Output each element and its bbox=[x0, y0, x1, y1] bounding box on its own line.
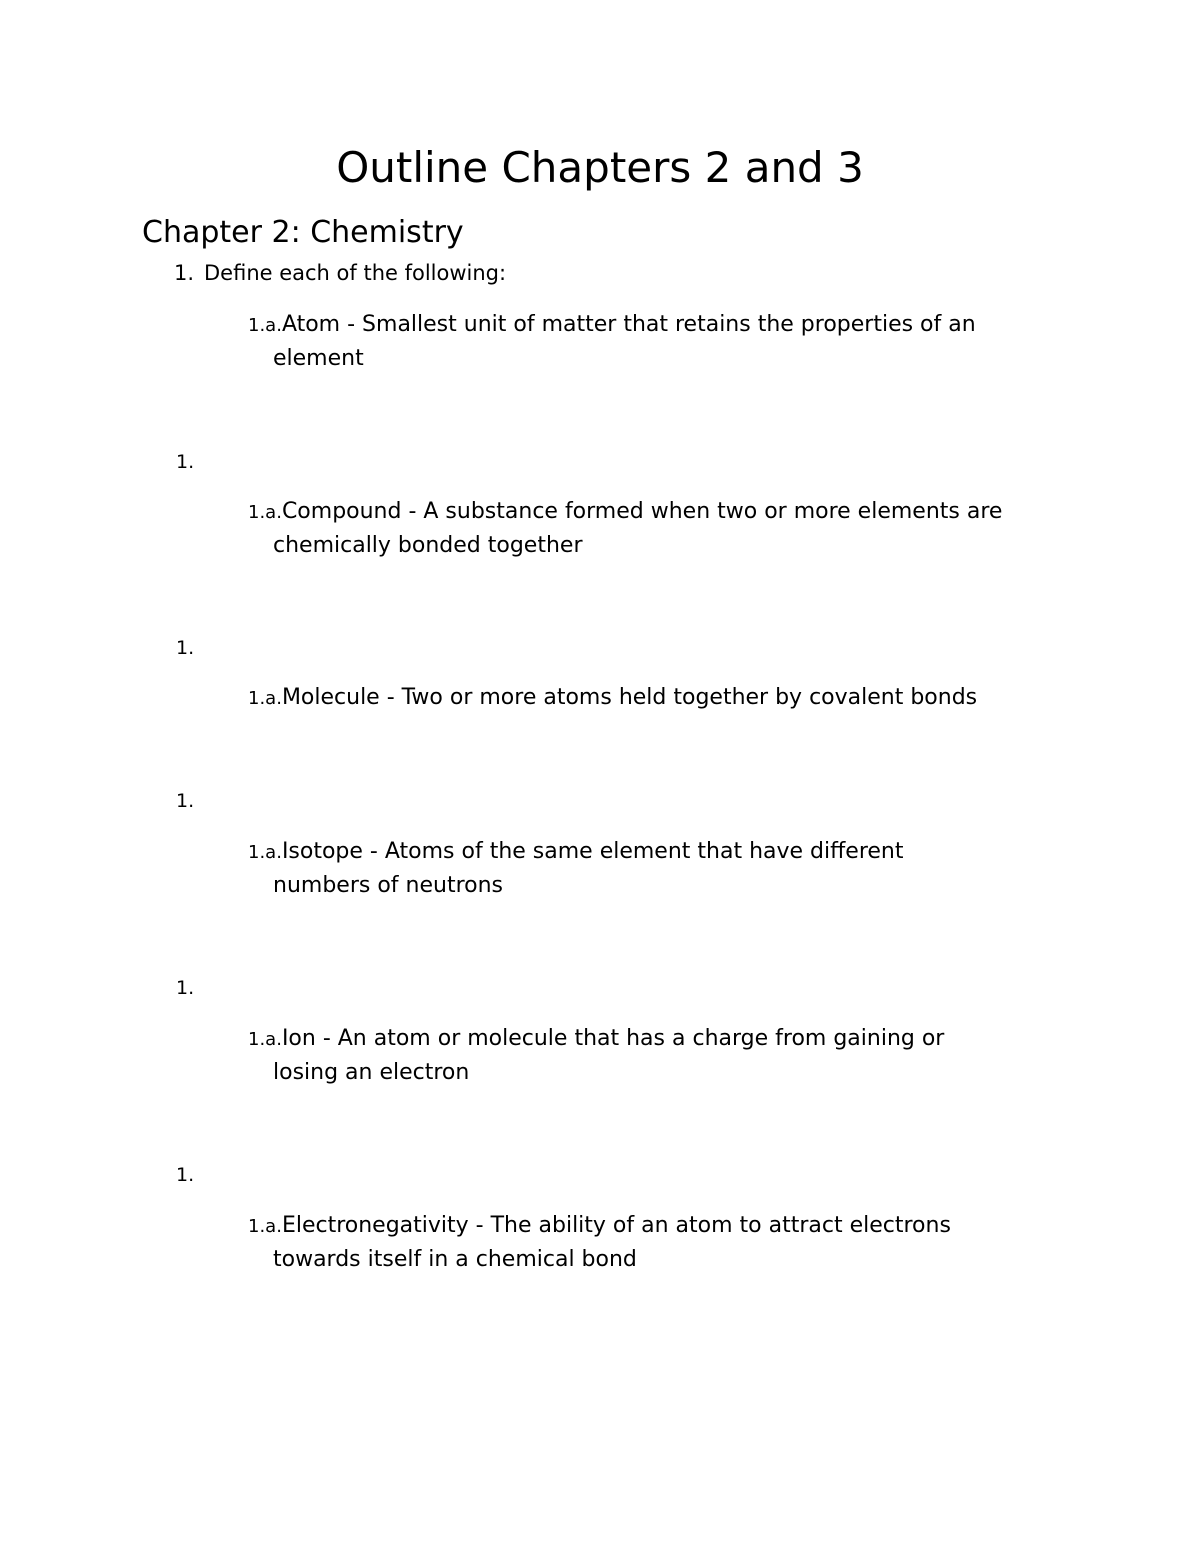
definition-text: Isotope - Atoms of the same element that have different bbox=[281, 839, 904, 864]
definition-text-continued: losing an electron bbox=[273, 1060, 470, 1085]
sub-item-marker: 1.a. bbox=[248, 688, 282, 709]
definition-text-continued: towards itself in a chemical bond bbox=[273, 1247, 637, 1272]
sub-item-marker: 1.a. bbox=[248, 315, 282, 336]
definition-isotope bbox=[248, 835, 1088, 902]
outline-item-text: Define each of the following: bbox=[204, 261, 507, 285]
list-number: 1. bbox=[176, 977, 195, 999]
sub-item-marker: 1.a. bbox=[248, 842, 282, 863]
definition-atom bbox=[248, 308, 1088, 375]
definition-text-continued: element bbox=[273, 346, 364, 371]
sub-item-marker: 1.a. bbox=[248, 1029, 282, 1050]
definition-text-continued: chemically bonded together bbox=[273, 533, 583, 558]
list-number: 1. bbox=[176, 790, 195, 812]
definition-text: Atom - Smallest unit of matter that retains the properties of an bbox=[281, 312, 976, 337]
list-number: 1. bbox=[176, 637, 195, 659]
definition-text: Compound - A substance formed when two or more elements are bbox=[281, 499, 1003, 524]
outline-item-number: 1. bbox=[174, 261, 195, 285]
definition-text: Electronegativity - The ability of an atom to attract electrons bbox=[281, 1213, 951, 1238]
page-title: Outline Chapters 2 and 3 bbox=[336, 143, 864, 192]
definition-compound bbox=[248, 495, 1088, 562]
definition-text: Molecule - Two or more atoms held together by covalent bonds bbox=[281, 685, 978, 710]
definition-text-continued: numbers of neutrons bbox=[273, 873, 503, 898]
chapter-heading: Chapter 2: Chemistry bbox=[142, 215, 464, 250]
list-number: 1. bbox=[176, 1164, 195, 1186]
outline-item-define bbox=[174, 258, 506, 288]
definition-ion bbox=[248, 1022, 1088, 1089]
list-number: 1. bbox=[176, 451, 195, 473]
definition-text: Ion - An atom or molecule that has a charge from gaining or bbox=[281, 1026, 945, 1051]
definition-molecule bbox=[248, 681, 1088, 715]
definition-electronegativity bbox=[248, 1209, 1088, 1276]
sub-item-marker: 1.a. bbox=[248, 1216, 282, 1237]
sub-item-marker: 1.a. bbox=[248, 502, 282, 523]
